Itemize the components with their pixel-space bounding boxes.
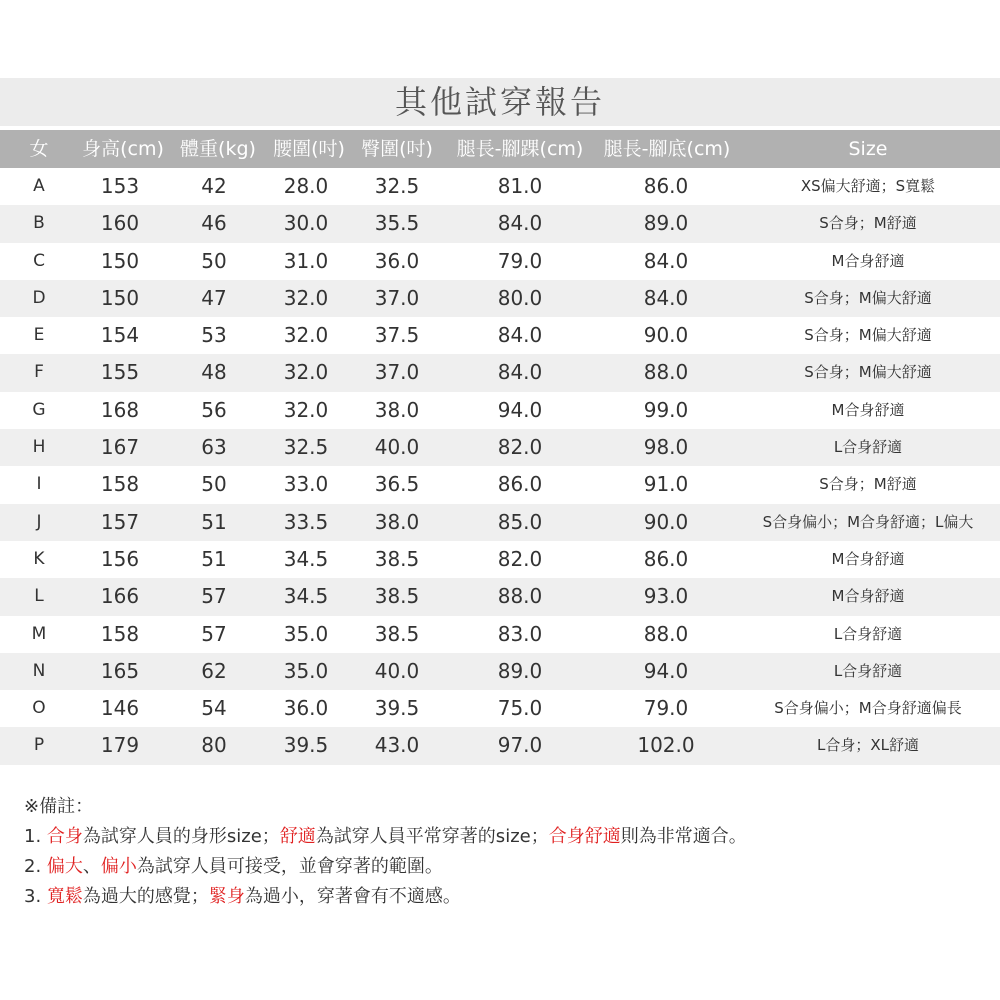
cell-weight: 57: [201, 584, 227, 609]
table-row: [0, 653, 1000, 690]
cell-height: 179: [100, 733, 140, 758]
header-leg-sole: 腿長-腳底(cm): [603, 138, 731, 160]
cell-leg-ankle: 97.0: [497, 733, 543, 758]
cell-waist: 35.0: [283, 621, 329, 646]
cell-leg-sole: 86.0: [643, 174, 689, 198]
note-text: 為過大的感覺；: [82, 886, 209, 907]
cell-id: E: [33, 325, 45, 346]
table-row: [0, 578, 1000, 615]
cell-hip: 37.5: [374, 323, 420, 348]
header-hip: 臀圍(吋): [361, 138, 433, 160]
cell-weight: 51: [201, 509, 227, 534]
cell-leg-ankle: 86.0: [497, 472, 543, 497]
cell-leg-sole: 84.0: [643, 285, 689, 310]
cell-id: P: [33, 735, 45, 756]
cell-leg-ankle: 80.0: [497, 285, 543, 310]
notes-heading: ※備註：: [24, 796, 94, 817]
cell-weight: 50: [201, 472, 227, 497]
report-title: 其他試穿報告: [0, 78, 1000, 126]
cell-weight: 50: [201, 248, 227, 273]
table-row: [0, 392, 1000, 429]
cell-height: 157: [100, 509, 140, 534]
cell-hip: 40.0: [374, 658, 420, 683]
cell-leg-sole: 88.0: [643, 360, 689, 385]
cell-leg-ankle: 88.0: [497, 584, 543, 609]
note-text: 為試穿人員可接受，並會穿著的範圍。: [136, 856, 443, 877]
cell-leg-ankle: 81.0: [497, 174, 543, 198]
cell-id: K: [33, 548, 45, 569]
cell-height: 146: [100, 696, 140, 721]
header-weight: 體重(kg): [180, 138, 256, 160]
cell-height: 166: [100, 584, 140, 609]
cell-height: 155: [100, 360, 140, 385]
cell-height: 168: [100, 397, 140, 422]
note-text: 1.: [24, 826, 47, 847]
cell-leg-sole: 86.0: [643, 546, 689, 571]
cell-leg-ankle: 85.0: [497, 509, 543, 534]
table-row: [0, 504, 1000, 541]
note-highlight-term: 舒適: [279, 826, 316, 847]
cell-id: B: [33, 213, 45, 234]
cell-waist: 32.0: [283, 397, 329, 422]
cell-leg-sole: 93.0: [643, 584, 689, 609]
cell-leg-ankle: 82.0: [497, 546, 543, 571]
cell-waist: 28.0: [283, 174, 329, 198]
note-line-2: [24, 852, 984, 882]
cell-size: M合身舒適: [831, 549, 905, 568]
cell-weight: 63: [201, 435, 227, 460]
table-row: [0, 243, 1000, 280]
table-body: [0, 168, 1000, 765]
cell-leg-ankle: 89.0: [497, 658, 543, 683]
cell-waist: 31.0: [283, 248, 329, 273]
cell-leg-sole: 102.0: [637, 733, 695, 758]
cell-size: S合身；M偏大舒適: [804, 326, 932, 345]
table-row: [0, 541, 1000, 578]
table-row: [0, 354, 1000, 391]
cell-id: H: [32, 437, 46, 458]
note-highlight-term: 寬鬆: [46, 886, 83, 907]
cell-height: 165: [100, 658, 140, 683]
table-row: [0, 616, 1000, 653]
cell-id: J: [36, 511, 42, 532]
cell-weight: 54: [201, 696, 227, 721]
cell-leg-sole: 98.0: [643, 435, 689, 460]
note-text: 2.: [24, 856, 47, 877]
cell-waist: 33.0: [283, 472, 329, 497]
cell-leg-sole: 90.0: [643, 509, 689, 534]
table-header: [0, 130, 1000, 168]
cell-leg-sole: 91.0: [643, 472, 689, 497]
note-text: 、: [82, 856, 101, 877]
cell-hip: 38.5: [374, 584, 420, 609]
cell-weight: 62: [201, 658, 227, 683]
cell-size: M合身舒適: [831, 587, 905, 606]
cell-leg-ankle: 79.0: [497, 248, 543, 273]
cell-weight: 57: [201, 621, 227, 646]
note-text: 為過小，穿著會有不適感。: [244, 886, 461, 907]
cell-weight: 51: [201, 546, 227, 571]
table-row: [0, 466, 1000, 503]
cell-leg-sole: 84.0: [643, 248, 689, 273]
cell-size: S合身；M舒適: [819, 214, 917, 233]
cell-waist: 32.5: [283, 435, 329, 460]
cell-size: S合身；M舒適: [819, 475, 917, 494]
cell-hip: 38.0: [374, 509, 420, 534]
cell-height: 150: [100, 285, 140, 310]
header-leg-ankle: 腿長-腳踝(cm): [456, 138, 584, 160]
cell-leg-sole: 99.0: [643, 397, 689, 422]
note-highlight-term: 緊身: [208, 886, 245, 907]
table-row: [0, 205, 1000, 242]
cell-hip: 37.0: [374, 360, 420, 385]
cell-leg-sole: 89.0: [643, 211, 689, 236]
cell-id: A: [33, 176, 45, 196]
cell-leg-ankle: 75.0: [497, 696, 543, 721]
cell-id: M: [31, 623, 47, 644]
cell-leg-ankle: 83.0: [497, 621, 543, 646]
note-text: 3.: [24, 886, 47, 907]
cell-weight: 42: [201, 174, 227, 198]
cell-id: C: [33, 250, 45, 271]
cell-height: 154: [100, 323, 140, 348]
header-gender: 女: [29, 138, 49, 160]
cell-id: F: [34, 362, 44, 383]
cell-weight: 53: [201, 323, 227, 348]
cell-height: 156: [100, 546, 140, 571]
cell-id: I: [36, 474, 42, 495]
cell-size: L合身舒適: [833, 624, 903, 643]
cell-hip: 40.0: [374, 435, 420, 460]
cell-leg-ankle: 84.0: [497, 360, 543, 385]
cell-hip: 36.0: [374, 248, 420, 273]
cell-id: N: [32, 660, 46, 681]
cell-waist: 30.0: [283, 211, 329, 236]
cell-waist: 35.0: [283, 658, 329, 683]
cell-size: S合身偏小；M合身舒適偏長: [774, 699, 962, 718]
cell-size: S合身偏小；M合身舒適；L偏大: [762, 512, 974, 531]
cell-height: 167: [100, 435, 140, 460]
note-text: 則為非常適合。: [620, 826, 747, 847]
note-text: 為試穿人員平常穿著的size；: [315, 826, 549, 847]
cell-size: XS偏大舒適；S寬鬆: [800, 177, 936, 195]
note-text: 為試穿人員的身形size；: [82, 826, 280, 847]
cell-height: 158: [100, 621, 140, 646]
table-row: [0, 168, 1000, 205]
cell-height: 160: [100, 211, 140, 236]
cell-hip: 38.0: [374, 397, 420, 422]
note-line-1: [24, 822, 984, 852]
cell-weight: 80: [201, 733, 227, 758]
cell-hip: 43.0: [374, 733, 420, 758]
cell-id: O: [32, 698, 46, 719]
cell-id: G: [32, 399, 46, 420]
table-row: [0, 727, 1000, 764]
notes: [24, 792, 984, 912]
note-highlight-term: 合身: [46, 826, 83, 847]
note-highlight-term: 偏小: [100, 856, 137, 877]
table-row: [0, 317, 1000, 354]
cell-waist: 33.5: [283, 509, 329, 534]
cell-height: 153: [100, 174, 140, 198]
table-row: [0, 429, 1000, 466]
cell-hip: 36.5: [374, 472, 420, 497]
cell-waist: 34.5: [283, 546, 329, 571]
cell-waist: 32.0: [283, 323, 329, 348]
cell-leg-sole: 90.0: [643, 323, 689, 348]
cell-size: L合身舒適: [833, 661, 903, 680]
table-row: [0, 280, 1000, 317]
cell-weight: 48: [201, 360, 227, 385]
cell-leg-ankle: 84.0: [497, 323, 543, 348]
cell-hip: 38.5: [374, 621, 420, 646]
cell-hip: 32.5: [374, 174, 420, 198]
table-row: [0, 690, 1000, 727]
cell-height: 150: [100, 248, 140, 273]
cell-size: L合身舒適: [833, 438, 903, 457]
cell-id: D: [32, 287, 46, 308]
header-waist: 腰圍(吋): [273, 138, 345, 160]
cell-size: S合身；M偏大舒適: [804, 288, 932, 307]
cell-waist: 36.0: [283, 696, 329, 721]
cell-height: 158: [100, 472, 140, 497]
cell-leg-sole: 79.0: [643, 696, 689, 721]
cell-waist: 32.0: [283, 360, 329, 385]
cell-leg-sole: 94.0: [643, 658, 689, 683]
cell-weight: 56: [201, 397, 227, 422]
cell-hip: 37.0: [374, 285, 420, 310]
cell-size: S合身；M偏大舒適: [804, 363, 932, 382]
header-size: Size: [848, 138, 888, 160]
cell-hip: 35.5: [374, 211, 420, 236]
cell-waist: 34.5: [283, 584, 329, 609]
header-height: 身高(cm): [82, 138, 164, 160]
cell-weight: 47: [201, 285, 227, 310]
cell-leg-ankle: 84.0: [497, 211, 543, 236]
cell-size: L合身；XL舒適: [817, 736, 919, 755]
cell-size: M合身舒適: [831, 251, 905, 270]
cell-size: M合身舒適: [831, 400, 905, 419]
cell-leg-ankle: 94.0: [497, 397, 543, 422]
cell-leg-ankle: 82.0: [497, 435, 543, 460]
cell-waist: 32.0: [283, 285, 329, 310]
cell-hip: 38.5: [374, 546, 420, 571]
cell-id: L: [34, 586, 44, 607]
cell-waist: 39.5: [283, 733, 329, 758]
note-line-3: [24, 882, 984, 912]
cell-hip: 39.5: [374, 696, 420, 721]
note-highlight-term: 偏大: [46, 856, 83, 877]
cell-leg-sole: 88.0: [643, 621, 689, 646]
cell-weight: 46: [201, 211, 227, 236]
note-highlight-term: 合身舒適: [548, 826, 621, 847]
